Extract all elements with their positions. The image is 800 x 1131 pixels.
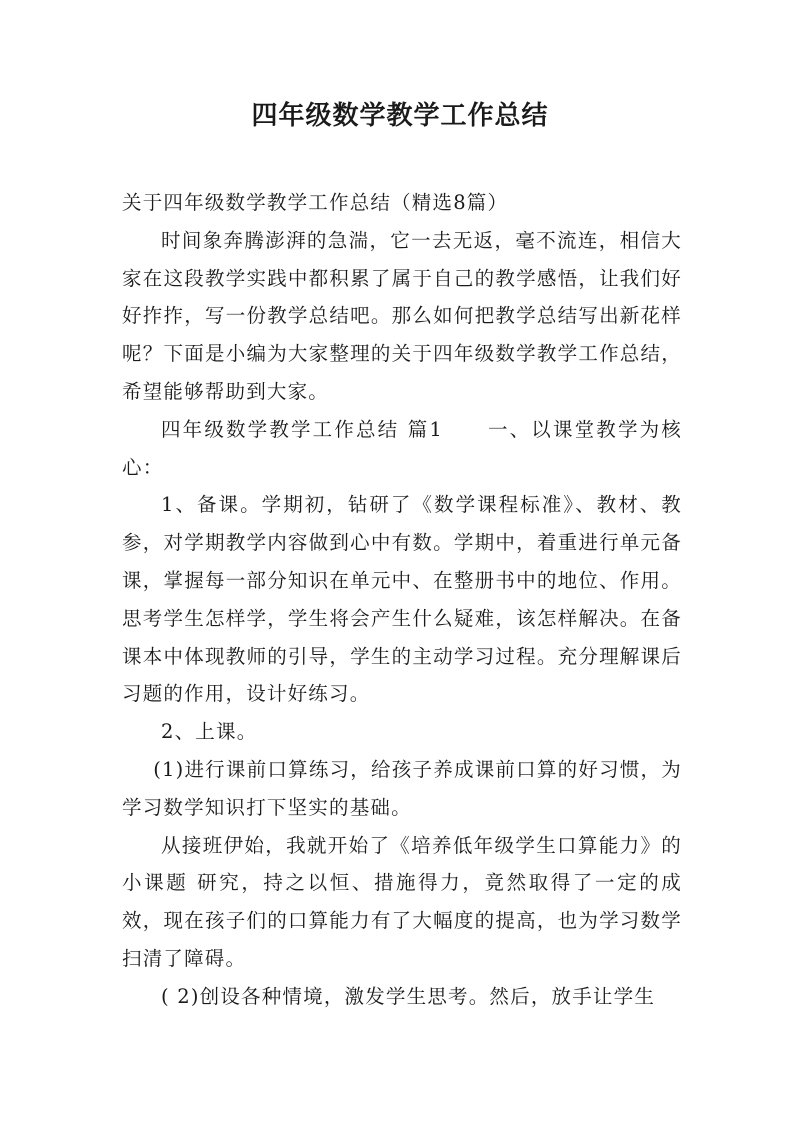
intro-paragraph: 时间象奔腾澎湃的急湍，它一去无返，毫不流连，相信大家在这段教学实践中都积累了属于自己的教学感悟，让我们好好拃拃，写一份教学总结吧。那么如何把教学总结写出新花样呢？下面是小编为大家整理的关于四年级数学教学工作总结，希望能够帮助到大家。 — [122, 228, 682, 403]
section-heading-line — [122, 411, 682, 487]
section-subheading: 一、以课堂教学为核心： — [122, 417, 682, 479]
paragraph-lesson-prep: 1、备课。学期初，钻研了《数学课程标准》、教材、教参，对学期教学内容做到心中有数。学期中，着重进行单元备课，掌握每一部分知识在单元中、在整册书中的地位、作用。思考学生怎样学，学生将会产生什么疑难，该怎样解决。在备课本中体现教师的引导，学生的主动学习过程。充分理解课后习题的作用，设计好练习。 — [122, 493, 682, 706]
document-subtitle: 关于四年级数学教学工作总结（精选8篇） — [122, 191, 509, 214]
document-title: 四年级数学教学工作总结 — [251, 101, 549, 131]
paragraph-situations: ( 2)创设各种情境，激发学生思考。然后，放手让学生 — [161, 984, 656, 1008]
paragraph-oral-practice: (1)进行课前口算练习，给孩子养成课前口算的好习惯，为学习数学知识打下坚实的基础。 — [122, 757, 682, 819]
section-heading: 四年级数学教学工作总结 篇1 — [161, 417, 443, 441]
document-body — [122, 184, 682, 1016]
paragraph-research: 从接班伊始，我就开始了《培养低年级学生口算能力》的小课题 研究，持之以恒、措施得力，竟然取得了一定的成效，现在孩子们的口算能力有了大幅度的提高，也为学习数学扫清了障碍。 — [122, 833, 682, 970]
paragraph-class: 2、上课。 — [161, 720, 258, 744]
